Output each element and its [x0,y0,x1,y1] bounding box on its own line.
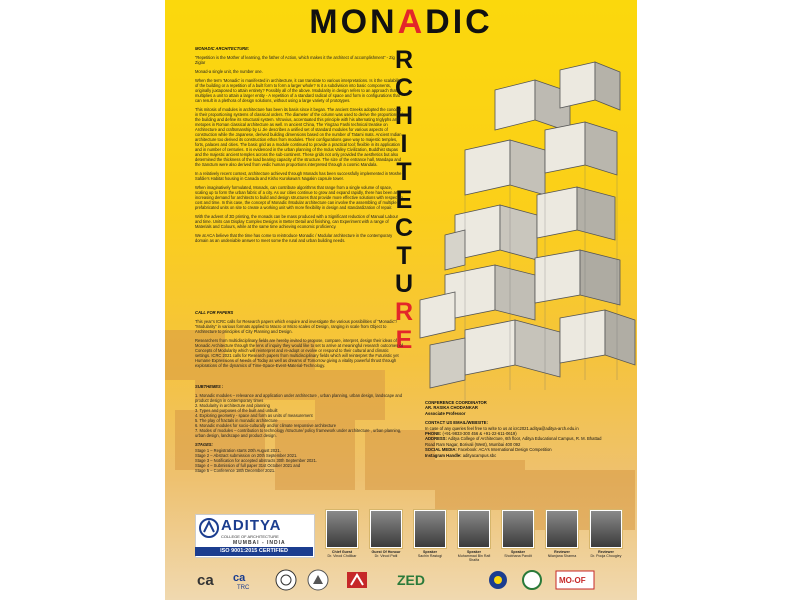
speaker-role: Reviewer [554,550,570,554]
intro-quote: “Repetition is the Mother of learning, the father of Action, which makes it the architect of accomplishment” - Zig Ziglar [195,55,395,65]
subtheme-item: 1. Monadic modules – relevance and application under architecture , urban planning, urban design, landscape and product design in contemporary times [195,393,403,403]
speaker-photo [502,510,534,548]
vertical-title-letter: R [394,298,414,326]
speaker-card [369,510,403,558]
stage-item: Stage 2 – Abstract submission on 20th September 2021. [195,453,298,458]
vertical-title-letter: E [395,326,413,354]
call-heading: CALL FOR PAPERS [195,310,234,315]
speaker-photo [590,510,622,548]
stage-item: Stage 3 – Notification for accepted abstracts 30th September 2021. [195,458,317,463]
mo-of-logo-icon [555,569,595,591]
phone-value: (+91-9833-300 456 & +91-22-611-0619) [442,431,517,437]
ca-trc-logo-icon [231,569,261,591]
intro-p5: When imaginatively formulated, Monads, can contribute algorithms that range from a single volume of space, scaling up to form the urban fabric of a city. As our cities continue to grow and expand rapidly, there has been an increasing demand for architects to build and design structures that provide more effective solutions with respect to cost and time. In this case, the concept of Monadic /Modular architecture can involve the assembling of multiple prefabricated units on site to create a working unit with more flexibility in design and standardization of repair. [195,185,403,210]
intro-p2: When the term ‘Monadic’ is manifested in architecture, it can translate to various interpretations. Is it the scalability of the building or a repetition of a built form to form a larger whole? Is it a subdivision into basic components, originally juxtaposed to attain entirety? Possibly all of the above. Modularity in design refers to an approach that multiplies a unit to attain a larger entity - A repetition of a standard radical of space and form in configurations that can result in a plethora of design solutions, without using a large variety of prototypes. [195,78,402,103]
coordinator-label: CONFERENCE COORDINATOR [425,400,487,405]
subtheme-item: 4. Exploring geometry - space and form as units of measurement [195,413,313,418]
subthemes-heading: SUBTHEMES : [195,384,224,389]
vertical-title-letter: T [396,242,412,270]
vertical-title-letter: C [394,214,414,242]
coordinator-title: Associate Professor [425,410,466,416]
partner-emblem-icon [521,569,543,591]
round-emblem-icon [485,569,511,591]
subtheme-item: 7. Modes of modules – contribution to technology /structure/ policy framework under architecture , urban planning, urban design, landscape and product design. [195,428,402,438]
logo-subtitle: COLLEGE OF ARCHITECTURE [221,534,279,539]
speaker-photo [414,510,446,548]
stage-item: Stage 1 – Registration starts 20th August 2021. [195,448,281,453]
speaker-photo [326,510,358,548]
speaker-photo [546,510,578,548]
subtheme-item: 3. Types and purposes of the built and unbuilt [195,408,278,413]
speaker-card [325,510,359,558]
svg-text:TRC: TRC [237,585,250,591]
aditya-emblem-icon [199,518,219,538]
phone-label: PHONE: [425,431,442,437]
call-section [195,310,405,372]
logo-iso: ISO 9001:2015 CERTIFIED [195,547,313,556]
svg-text:ca: ca [197,572,214,589]
intro-section [195,46,405,247]
partner-logos [195,565,615,595]
logo-name: ADITYA [221,517,282,534]
vertical-title-letter: C [394,74,414,102]
speaker-name: Dr. Pooja Chougley [590,554,622,558]
contact-section [425,400,605,458]
email-text[interactable]: In case of any queries feel free to write to us at icrc2021.aditya@aditya-arch.edu.in [425,425,579,431]
vertical-title-letter: T [396,158,412,186]
speaker-name: Muhammad Bin Rafi Shaifa [457,554,491,562]
intro-p7: We at ACA believe that the time has come to reintroduce Monadic / Modular architecture in the contemporary domain as an undeniable answer to meet some the rural and urban building needs. [195,233,393,243]
vertical-title-letter: H [394,102,414,130]
iia-logo-icon [345,569,369,591]
social-label: SOCIAL MEDIA: [425,447,457,453]
svg-text:MO-OF: MO-OF [559,576,586,585]
social-value: Facebook: ACA’s International Design Competition [457,447,552,453]
logo-city: MUMBAI - INDIA [233,540,286,546]
instagram-value: adityacampus.sbc [462,452,497,458]
speaker-name: Dr. Vinod Patil [374,554,398,558]
speaker-card [501,510,535,558]
vertical-title-letter: U [394,270,414,298]
stage-item: Stage 5 – Conference 18th December 2021. [195,468,276,473]
svg-text:ca: ca [233,572,246,584]
speaker-card [413,510,447,558]
speaker-card [589,510,623,558]
zed-logo-icon [395,569,435,591]
subtheme-item: 2. Modularity in architecture and planning [195,403,270,408]
stage-item: Stage 4 – Submission of full paper 31st October 2021 and [195,463,301,468]
speaker-role: Speaker [511,550,525,554]
svg-text:ZED: ZED [397,572,425,588]
stages-heading: STAGES: [195,442,213,447]
vertical-title-letter: R [394,46,414,74]
speaker-role: Speaker [467,550,481,554]
call-p2: Researchers from multidisciplinary fields are hereby invited to propose, compare, interpret, design their ideas of Monadic Architecture through the lens of inquiry they would like to set to arrive at meaningful research outcomes of Concepts of Modularity which will reinterpret and re-adopt or evolve or respond to their cultural and climatic settings. ICRC 2021 calls for Research papers from multidisciplinary fields which will reinterpret the Futuristic yet Humane Expressions of Needs of Today as well as dreams of Tomorrow giving a vitality powerful thrust through explorations of the dynamics of Time-Space-Event-Material-Technology. [195,338,403,368]
address-label: ADDRESS: [425,436,447,442]
vertical-title-letter: E [395,186,413,214]
stages-list [195,448,405,473]
speaker-role: Chief Guest [331,550,353,554]
university-seal-icon [275,569,297,591]
title-monadic: MONADIC [309,3,493,41]
speaker-role: Reviewer [598,550,614,554]
speaker-role: Speaker [423,550,437,554]
stages-section [195,442,405,473]
speaker-photo [458,510,490,548]
poster [165,0,637,600]
speaker-name: Nilanjana Sharma [547,554,577,558]
ca-logo-icon [195,569,221,591]
intro-p1: Monad-a single unit, the number one. [195,69,263,74]
coordinator-name: AR. RASIKA CHODANKAR [425,405,478,411]
aditya-logo [195,514,313,556]
address-value: Aditya College of Architecture, 6th floor, Aditya Educational Campus, R. M. Bhattad Road Ram Nagar, Borivali (West), Mumbai 400 092 [425,436,602,447]
intro-p3: This mitosis of modules in architecture has been its basis since it began. The ancient Greeks adopted the concept in their proportioning systems of classical orders. The diameter of the column was used to derive the proportions of the building and define its structural system. Vitruvius, accentuated this principle with his alternating triglyphs and metopes in Roman classical architecture as well. In ancient China, The Yingzao Fashi technical treatise on Architecture and craftsmanship by Li Jie describes a unified set of standard modules for various aspects of construction while the Japanese, derived building dimensions based on the number of Tatami mats. Ancient Indian architecture too derived its construction ethos from modules. Their configurations gave way to majestic temples, forts, palaces and cities. The basic grid as a module continued to provide a practical tool; flexible in its application and in number of centuries. It is evidenced in the urban planning of the Indus Valley Civilization, Buddhist stupas and the majestic ancient temples across the sub-continent. These grids not only provided the aesthetics but also determined the thickness of the load bearing capacity of the structure. The size of the entrance hall, Mandapa and the Sanctum were also derived from vedic human proportions interpreted through a cosmic Mandala. [195,107,403,167]
subtheme-item: 5. The play of fractals in monadic architecture [195,418,278,423]
intro-heading: MONADIC ARCHITECTURE: [195,46,250,51]
speaker-name: Sachin Rastogi [417,554,443,558]
speaker-card [457,510,491,562]
subtheme-item: 6. Monadic modules for socio-culturally and/or climate responsive architecture [195,423,337,428]
speaker-name: Shobhana Pandit [504,554,532,558]
intro-p6: With the advent of 3D printing, the monads can be mass produced with a Significant reduction of Manual Labour and time. Units can Display Complex Designs in Better Detail and finishing, can Experiment with a range of Materials and Colours, while at the same time achieving economic proficiency. [195,214,398,229]
speaker-name: Dr. Vinod Chdlikar [327,554,357,558]
speakers-row [325,510,635,570]
subthemes-list [195,393,405,438]
subthemes-section [195,384,405,438]
intro-p4: In a relatively recent context, architecture achieved through Monads has been successfully implemented in Moshe Safdie’s Habitat housing in Canada and Kisho Kurokawa’s Nagakin capsule tower. [195,171,402,181]
speaker-role: Guest Of Honour [371,550,401,554]
institute-seal-icon [307,569,329,591]
instagram-label: Instagram Handle: [425,452,462,458]
speaker-photo [370,510,402,548]
vertical-title-letter: I [400,130,408,158]
call-p1: This year’s ICRC calls for Research papers which enquire and investigate the various possibilities of “Monadic”/ “Modularity” in various formats applied to Macro or Micro scales of Design, ranging in scale from Object to Architecture to principles of City Planning and Design. [195,319,397,334]
email-heading: CONTACT US EMAIL/WEBSITE: [425,420,488,426]
speaker-card [545,510,579,558]
